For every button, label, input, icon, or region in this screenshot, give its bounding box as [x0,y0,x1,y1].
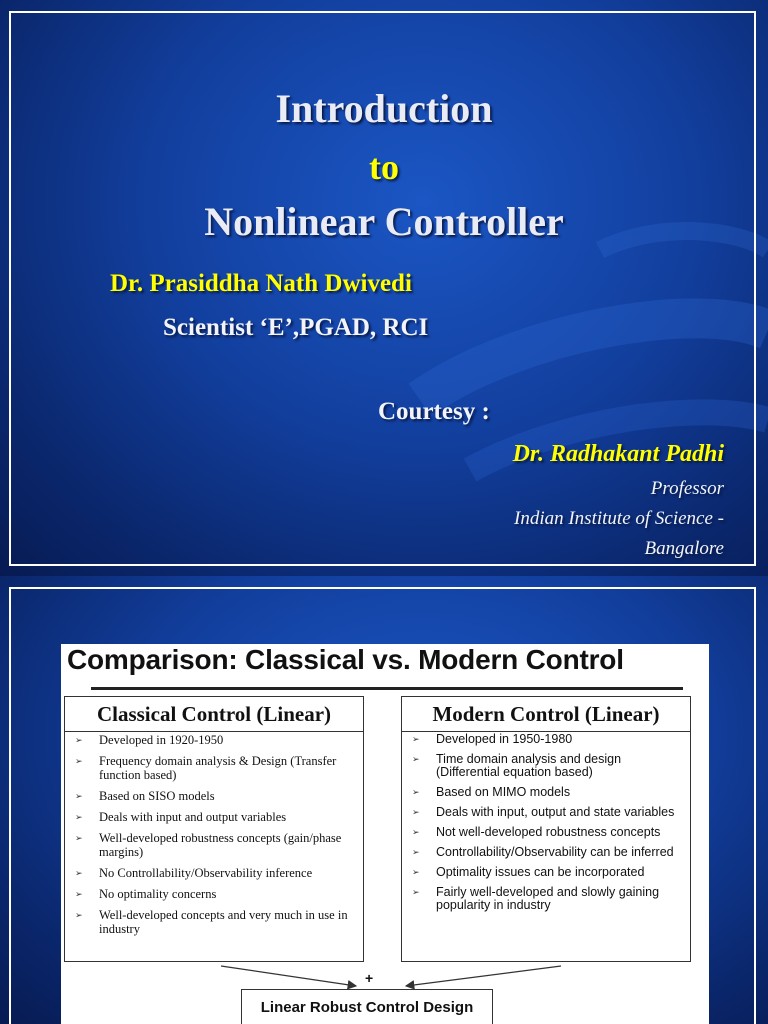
title-line-3: Nonlinear Controller [204,199,564,244]
bullet-arrow-icon: ➢ [75,791,83,801]
bullet-arrow-icon: ➢ [75,812,83,822]
list-item-text: No Controllability/Observability inference [99,866,313,880]
list-item-text: Based on MIMO models [436,785,571,799]
converging-arrows [61,954,709,994]
comparison-slide [0,576,768,1024]
list-item-text: Deals with input, output and state variables [436,805,675,819]
bullet-arrow-icon: ➢ [412,807,420,817]
list-item [65,754,363,782]
courtesy-organization: Indian Institute of Science - [514,508,724,529]
list-item-text: Frequency domain analysis & Design (Transfer function based) [99,754,337,782]
list-item-text: No optimality concerns [99,887,217,901]
bullet-arrow-icon: ➢ [75,833,83,843]
comparison-panel [61,644,709,1024]
classical-control-title: Classical Control (Linear) [65,697,363,732]
linear-robust-control-box: Linear Robust Control Design [241,989,493,1024]
classical-control-list [65,733,363,943]
title-line-2: to [369,147,399,187]
bullet-arrow-icon: ➢ [75,889,83,899]
bullet-arrow-icon: ➢ [412,754,420,764]
list-item [65,810,363,824]
plus-sign: + [365,970,374,986]
bullet-arrow-icon: ➢ [412,787,420,797]
list-item [402,846,690,859]
modern-control-list [402,733,690,919]
list-item-text: Deals with input and output variables [99,810,287,824]
bullet-arrow-icon: ➢ [412,847,420,857]
list-item [65,733,363,747]
list-item [65,908,363,936]
list-item-text: Based on SISO models [99,789,215,803]
bullet-arrow-icon: ➢ [412,887,420,897]
list-item-text: Optimality issues can be incorporated [436,865,645,879]
list-item [65,887,363,901]
list-item [65,866,363,880]
list-item [402,826,690,839]
list-item-text: Well-developed concepts and very much in use in industry [99,908,348,936]
list-item-text: Developed in 1920-1950 [99,733,224,747]
bullet-arrow-icon: ➢ [75,756,83,766]
bullet-arrow-icon: ➢ [412,734,420,744]
list-item-text: Developed in 1950-1980 [436,732,573,746]
classical-control-box [64,696,364,962]
bullet-arrow-icon: ➢ [412,827,420,837]
list-item [402,886,690,912]
comparison-heading: Comparison: Classical vs. Modern Control [67,644,624,675]
courtesy-title: Professor [650,478,724,499]
title-line-1: Introduction [275,86,493,131]
bullet-arrow-icon: ➢ [75,868,83,878]
list-item [402,866,690,879]
author-role: Scientist ‘E’,PGAD, RCI [163,314,429,341]
list-item-text: Not well-developed robustness concepts [436,825,661,839]
list-item-text: Fairly well-developed and slowly gaining popularity in industry [436,885,660,912]
list-item [402,733,690,746]
list-item-text: Time domain analysis and design (Differential equation based) [436,752,622,779]
list-item [402,786,690,799]
list-item-text: Well-developed robustness concepts (gain/phase margins) [99,831,342,859]
courtesy-name: Dr. Radhakant Padhi [512,441,724,467]
modern-control-title: Modern Control (Linear) [402,697,690,732]
list-item [402,753,690,779]
list-item-text: Controllability/Observability can be inferred [436,845,674,859]
modern-control-box [401,696,691,962]
heading-underline [91,687,683,690]
author-name: Dr. Prasiddha Nath Dwivedi [110,270,412,297]
bullet-arrow-icon: ➢ [75,735,83,745]
list-item [65,789,363,803]
list-item [402,806,690,819]
courtesy-label: Courtesy : [378,398,490,425]
courtesy-city: Bangalore [644,538,724,559]
bullet-arrow-icon: ➢ [412,867,420,877]
list-item [65,831,363,859]
bullet-arrow-icon: ➢ [75,910,83,920]
